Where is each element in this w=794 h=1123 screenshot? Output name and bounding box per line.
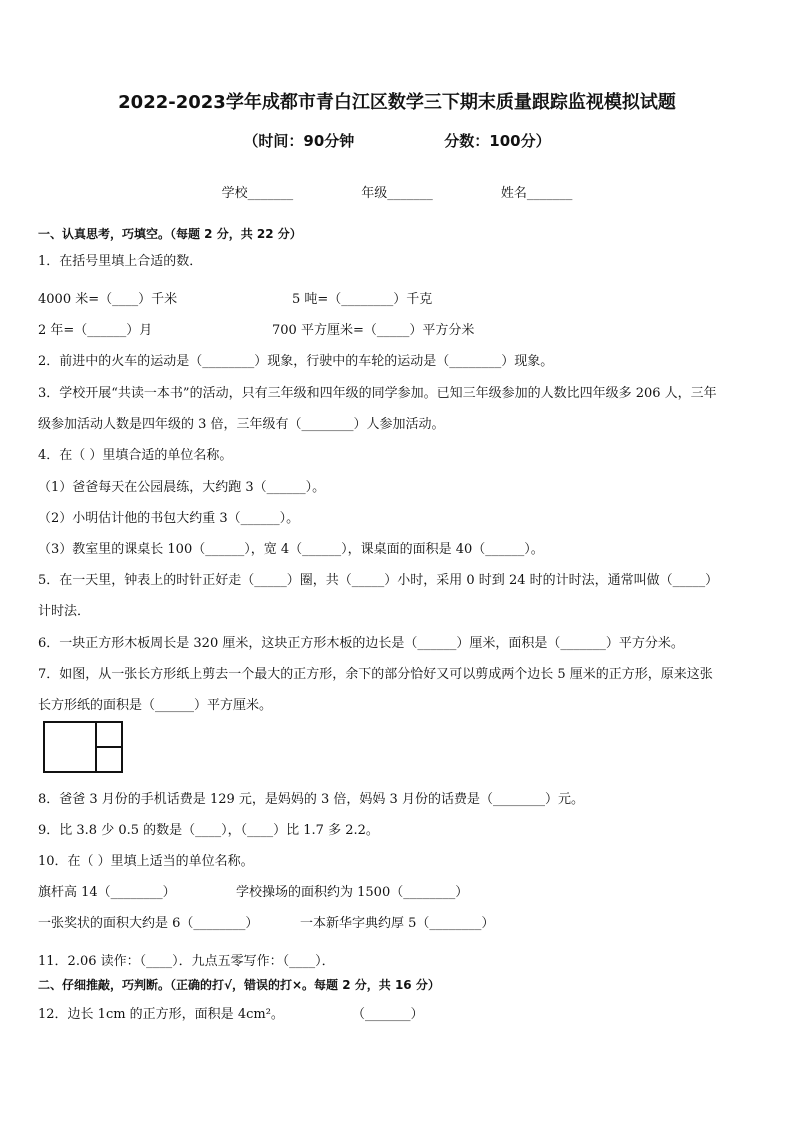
question-3-line2: 级参加活动人数是四年级的 3 倍，三年级有（________）人参加活动。 [38, 417, 445, 432]
page-title: 2022-2023学年成都市青白江区数学三下期末质量跟踪监视模拟试题 [118, 92, 676, 113]
question-12: 12．边长 1cm 的正方形，面积是 4cm²。 [38, 1007, 284, 1022]
question-5-line2: 计时法． [38, 604, 91, 619]
question-11: 11．2.06 读作：（____）．九点五零写作：（____）． [38, 954, 335, 969]
q1-item-d: 700 平方厘米=（_____）平方分米 [272, 323, 475, 338]
student-fields [0, 182, 794, 201]
q1-item-b: 5 吨=（________）千克 [292, 292, 433, 307]
name-field[interactable]: 姓名_______ [500, 186, 573, 201]
question-1: 1．在括号里填上合适的数． [38, 254, 203, 269]
q4-item-3: （3）教室里的课桌长 100（______），宽 4（______），课桌面的面积是 40（______）。 [38, 542, 544, 557]
question-2: 2．前进中的火车的运动是（________）现象，行驶中的车轮的运动是（________）现象。 [38, 354, 554, 369]
question-6: 6．一块正方形木板周长是 320 厘米，这块正方形木板的边长是（______）厘米，面积是（_______）平方分米。 [38, 636, 684, 651]
q10-item-d: 一本新华字典约厚 5（________） [300, 916, 495, 931]
q10-item-a: 旗杆高 14（________） [38, 885, 176, 900]
school-field[interactable]: 学校_______ [221, 186, 294, 201]
question-7-line2: 长方形纸的面积是（______）平方厘米。 [38, 698, 273, 713]
question-3-line1: 3．学校开展“共读一本书”的活动，只有三年级和四年级的同学参加。已知三年级参加的人数比四年级多 206 人，三年 [38, 386, 717, 401]
exam-meta [0, 130, 794, 151]
rectangle-figure [43, 721, 123, 773]
q1-item-c: 2 年=（______）月 [38, 323, 153, 338]
q4-item-1: （1）爸爸每天在公园晨练，大约跑 3（______）。 [38, 480, 326, 495]
time-label: （时间：90分钟 [243, 132, 355, 150]
question-4: 4．在（ ）里填合适的单位名称。 [38, 448, 233, 463]
score-label: 分数：100分） [444, 132, 551, 150]
section-heading-1: 一、认真思考，巧填空。（每题 2 分，共 22 分） [38, 227, 302, 241]
question-10: 10．在（ ）里填上适当的单位名称。 [38, 854, 254, 869]
q10-item-b: 学校操场的面积约为 1500（________） [236, 885, 469, 900]
q10-item-c: 一张奖状的面积大约是 6（________） [38, 916, 259, 931]
question-8: 8．爸爸 3 月份的手机话费是 129 元，是妈妈的 3 倍，妈妈 3 月份的话费是（________）元。 [38, 792, 584, 807]
q1-item-a: 4000 米=（____）千米 [38, 292, 178, 307]
q4-item-2: （2）小明估计他的书包大约重 3（______）。 [38, 511, 300, 526]
question-9: 9．比 3.8 少 0.5 的数是（____），（____）比 1.7 多 2.2。 [38, 823, 379, 838]
grade-field[interactable]: 年级_______ [361, 186, 433, 201]
question-5-line1: 5．在一天里，钟表上的时针正好走（_____）圈，共（_____）小时，采用 0 时到 24 时的计时法，通常叫做（_____） [38, 573, 719, 588]
question-7-line1: 7．如图，从一张长方形纸上剪去一个最大的正方形，余下的部分恰好又可以剪成两个边长 5 厘米的正方形，原来这张 [38, 667, 713, 682]
q12-answer-blank[interactable]: （_______） [352, 1007, 424, 1022]
section-heading-2: 二、仔细推敲，巧判断。（正确的打√，错误的打×。每题 2 分，共 16 分） [38, 978, 440, 992]
